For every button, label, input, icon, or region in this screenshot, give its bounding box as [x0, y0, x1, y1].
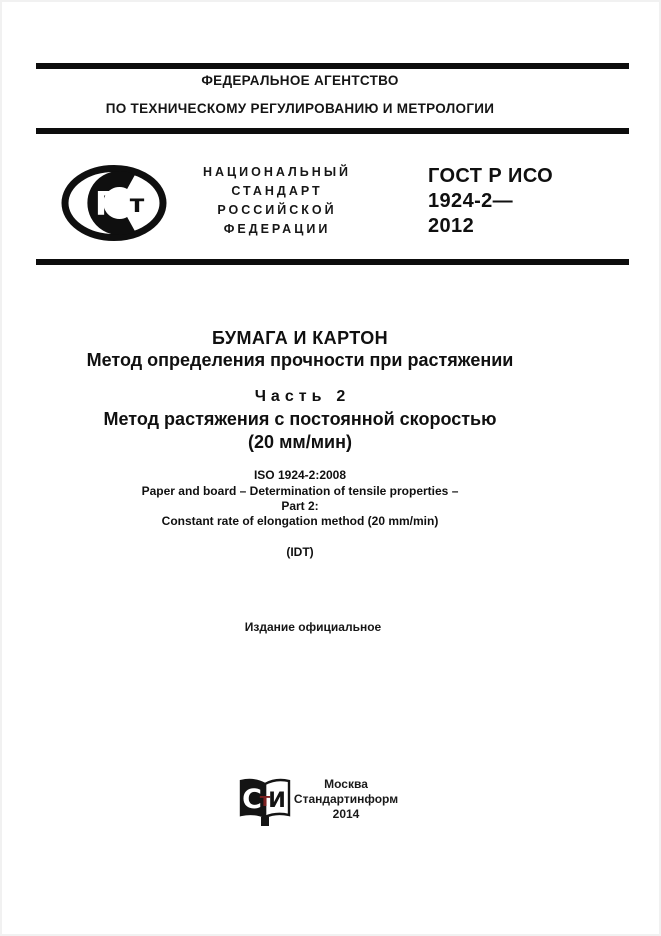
standartinform-logo-icon — [238, 776, 292, 828]
english-title-line-2: Part 2: — [281, 499, 319, 513]
imprint-city: Москва — [324, 777, 368, 791]
org-line: ФЕДЕРАЦИИ — [223, 222, 331, 236]
agency-line-2: ПО ТЕХНИЧЕСКОМУ РЕГУЛИРОВАНИЮ И МЕТРОЛОГИИ — [105, 101, 495, 116]
official-edition-note: Издание официальное — [244, 620, 382, 634]
svg-text:Р: Р — [94, 184, 120, 223]
designation-line: ГОСТ Р ИСО — [428, 165, 554, 187]
svg-text:т: т — [129, 189, 145, 218]
part-number: 2 — [336, 388, 346, 405]
svg-text:И: И — [268, 788, 286, 812]
english-title-line-3: Constant rate of elongation method (20 mm/min) — [161, 514, 439, 528]
org-line: РОССИЙСКОЙ — [217, 203, 337, 217]
english-title-line-1: Paper and board – Determination of tensile properties – — [141, 484, 459, 498]
rst-certification-mark-icon — [60, 163, 168, 243]
svg-text:C: C — [242, 784, 262, 815]
national-standard-label — [200, 163, 354, 239]
imprint-year: 2014 — [332, 807, 360, 821]
org-line: СТАНДАРТ — [231, 184, 323, 198]
band-divider — [36, 259, 629, 265]
designation-line: 1924-2— — [428, 190, 514, 212]
part-label: Часть — [254, 388, 327, 405]
top-divider — [36, 63, 629, 69]
title-subject: БУМАГА И КАРТОН — [212, 328, 388, 348]
standard-designation — [428, 164, 553, 239]
imprint-publisher: Стандартинформ — [293, 792, 399, 806]
org-line: НАЦИОНАЛЬНЫЙ — [202, 165, 352, 179]
iso-reference: ISO 1924-2:2008 — [253, 468, 347, 482]
idt-badge: (IDT) — [286, 545, 314, 559]
header-divider — [36, 128, 629, 134]
part-heading — [0, 388, 600, 406]
svg-text:т: т — [259, 790, 271, 811]
imprint-block — [286, 777, 406, 822]
part-name-continued: (20 мм/мин) — [248, 432, 352, 452]
agency-line-1: ФЕДЕРАЛЬНОЕ АГЕНТСТВО — [201, 73, 399, 88]
designation-line: 2012 — [428, 215, 475, 237]
title-name: Метод определения прочности при растяжении — [86, 350, 514, 370]
part-name: Метод растяжения с постоянной скоростью — [103, 409, 497, 429]
